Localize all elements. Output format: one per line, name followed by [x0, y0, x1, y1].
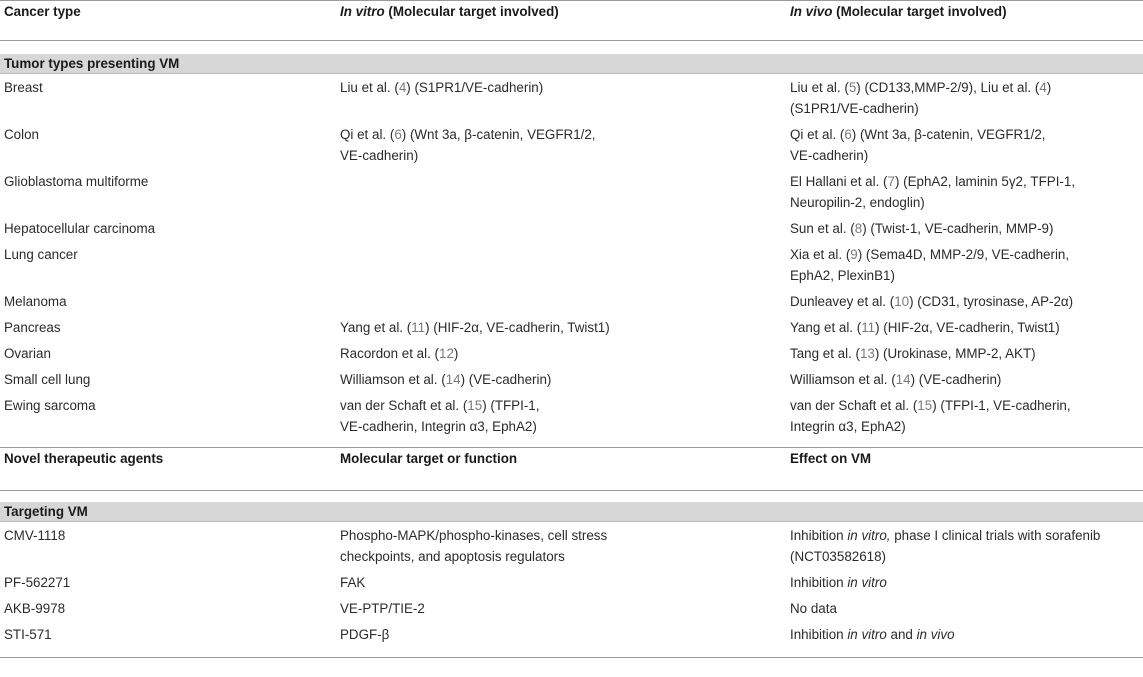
reference-number[interactable]: 4 — [1039, 80, 1047, 95]
cell-text: van der Schaft et al. ( — [340, 398, 468, 413]
table-row — [0, 77, 1143, 124]
italic-text: in vitro, — [847, 528, 891, 543]
cell-text: Inhibition — [790, 528, 848, 543]
cell-text: Liu et al. ( — [790, 80, 849, 95]
reference-number[interactable]: 6 — [844, 127, 852, 142]
header-effect: Effect on VM — [790, 451, 872, 466]
cell-text: Tang et al. ( — [790, 346, 860, 361]
cell-text: Qi et al. ( — [340, 127, 395, 142]
cell-text: Williamson et al. ( — [340, 372, 446, 387]
cell-text: VE-cadherin) — [340, 148, 419, 163]
cell-text: EphA2, PlexinB1) — [790, 268, 895, 283]
effect-cell — [790, 525, 1140, 567]
table-row — [0, 244, 1143, 291]
cell-text: Yang et al. ( — [340, 320, 412, 335]
cancer-type-cell: Hepatocellular carcinoma — [4, 221, 156, 236]
cancer-type-cell: Small cell lung — [4, 372, 91, 387]
cell-text: VE-PTP/TIE-2 — [340, 601, 425, 616]
cancer-type-cell: Ovarian — [4, 346, 51, 361]
table-row — [0, 525, 1143, 572]
cell-text: ) (Wnt 3a, β-catenin, VEGFR1/2, — [851, 127, 1046, 142]
cell-text: and — [886, 627, 917, 642]
table-row — [0, 395, 1143, 442]
cell-text: (NCT03582618) — [790, 549, 887, 564]
cell-text: (S1PR1/VE-cadherin) — [790, 101, 919, 116]
reference-number[interactable]: 11 — [861, 320, 876, 335]
effect-cell — [790, 598, 1140, 619]
table-row — [0, 291, 1143, 317]
in-vitro-cell — [340, 343, 790, 364]
reference-number[interactable]: 8 — [854, 221, 863, 236]
in-vivo-cell — [790, 317, 1140, 338]
cell-text: Qi et al. ( — [790, 127, 845, 142]
header-in-vitro-rest: (Molecular target involved) — [384, 4, 559, 19]
cancer-type-cell: Melanoma — [4, 294, 67, 309]
in-vivo-cell — [790, 395, 1140, 437]
cell-text: checkpoints, and apoptosis regulators — [340, 549, 565, 564]
reference-number[interactable]: 10 — [894, 294, 910, 309]
cell-text: Neuropilin-2, endoglin) — [790, 195, 925, 210]
reference-number[interactable]: 14 — [445, 372, 461, 387]
header-agents: Novel therapeutic agents — [4, 451, 164, 466]
header-cancer-type: Cancer type — [4, 4, 81, 19]
in-vitro-cell — [340, 77, 790, 98]
cancer-type-cell: Pancreas — [4, 320, 61, 335]
cell-text: FAK — [340, 575, 366, 590]
header-in-vivo-rest: (Molecular target involved) — [832, 4, 1007, 19]
cell-text: PDGF-β — [340, 627, 390, 642]
reference-number[interactable]: 15 — [917, 398, 933, 413]
cell-text: El Hallani et al. ( — [790, 174, 888, 189]
table-row — [0, 317, 1143, 343]
cell-text: ) (Sema4D, MMP-2/9, VE-cadherin, — [857, 247, 1070, 262]
italic-text: in vitro — [847, 575, 887, 590]
table-row — [0, 624, 1143, 650]
in-vitro-cell — [340, 369, 790, 390]
cell-text: Yang et al. ( — [790, 320, 862, 335]
header-row-2 — [0, 448, 1143, 490]
cell-text: ) (VE-cadherin) — [910, 372, 1002, 387]
cancer-type-cell: Lung cancer — [4, 247, 78, 262]
cancer-type-cell: Colon — [4, 127, 39, 142]
table-row — [0, 572, 1143, 598]
cell-text: van der Schaft et al. ( — [790, 398, 918, 413]
reference-number[interactable]: 9 — [850, 247, 858, 262]
in-vivo-cell — [790, 369, 1140, 390]
cell-text: Liu et al. ( — [340, 80, 399, 95]
table-row — [0, 218, 1143, 244]
in-vivo-cell — [790, 343, 1140, 364]
in-vivo-cell — [790, 218, 1140, 239]
cell-text: Sun et al. ( — [790, 221, 855, 236]
in-vivo-cell — [790, 171, 1140, 213]
in-vivo-cell — [790, 244, 1140, 286]
cell-text: ) (HIF-2α, VE-cadherin, Twist1) — [425, 320, 610, 335]
header-in-vitro-italic: In vitro — [340, 4, 385, 19]
target-cell — [340, 572, 790, 593]
in-vivo-cell — [790, 77, 1140, 119]
header-in-vitro — [340, 1, 790, 22]
cell-text: Phospho-MAPK/phospho-kinases, cell stress — [340, 528, 608, 543]
reference-number[interactable]: 13 — [859, 346, 875, 361]
agent-cell: AKB-9978 — [4, 601, 66, 616]
header-in-vivo — [790, 1, 1140, 22]
target-cell — [340, 624, 790, 645]
cell-text: ) (TFPI-1, — [482, 398, 540, 413]
section-targeting-vm: Targeting VM — [0, 502, 1143, 522]
reference-number[interactable]: 15 — [467, 398, 483, 413]
cell-text: phase I clinical trials with sorafenib — [890, 528, 1101, 543]
cell-text: Xia et al. ( — [790, 247, 851, 262]
reference-number[interactable]: 14 — [895, 372, 911, 387]
cell-text: Inhibition — [790, 575, 848, 590]
cell-text: Williamson et al. ( — [790, 372, 896, 387]
cell-text: ) (Wnt 3a, β-catenin, VEGFR1/2, — [401, 127, 596, 142]
italic-text: in vivo — [916, 627, 955, 642]
agent-cell: STI-571 — [4, 627, 52, 642]
cell-text: ) (S1PR1/VE-cadherin) — [406, 80, 544, 95]
cell-text: ) (VE-cadherin) — [460, 372, 552, 387]
cell-text: ) (Urokinase, MMP-2, AKT) — [874, 346, 1036, 361]
cell-text: Integrin α3, EphA2) — [790, 419, 906, 434]
table-row — [0, 343, 1143, 369]
cell-text: VE-cadherin) — [790, 148, 869, 163]
reference-number[interactable]: 4 — [398, 80, 407, 95]
cell-text: Racordon et al. ( — [340, 346, 439, 361]
header-in-vivo-italic: In vivo — [790, 4, 833, 19]
cell-text: ) (CD31, tyrosinase, AP-2α) — [909, 294, 1074, 309]
header-row-1 — [0, 1, 1143, 40]
reference-number[interactable]: 12 — [439, 346, 454, 361]
reference-number[interactable]: 5 — [848, 80, 857, 95]
cell-text: ) (CD133,MMP-2/9), Liu et al. ( — [856, 80, 1040, 95]
agent-cell: CMV-1118 — [4, 528, 66, 543]
section1-body — [0, 77, 1143, 442]
in-vivo-cell — [790, 291, 1140, 312]
section2-body — [0, 525, 1143, 650]
cancer-type-cell: Glioblastoma multiforme — [4, 174, 149, 189]
table-row — [0, 124, 1143, 171]
cancer-type-cell: Breast — [4, 80, 43, 95]
in-vivo-cell — [790, 124, 1140, 166]
effect-cell — [790, 624, 1140, 645]
effect-cell — [790, 572, 1140, 593]
reference-number[interactable]: 6 — [394, 127, 402, 142]
cell-text: ) — [1046, 80, 1052, 95]
cell-text: Dunleavey et al. ( — [790, 294, 895, 309]
cell-text: VE-cadherin, Integrin α3, EphA2) — [340, 419, 537, 434]
cell-text: No data — [790, 601, 837, 616]
section-tumor-types: Tumor types presenting VM — [0, 54, 1143, 74]
table-row — [0, 369, 1143, 395]
cell-text: ) — [453, 346, 459, 361]
cell-text: ) (HIF-2α, VE-cadherin, Twist1) — [875, 320, 1060, 335]
target-cell — [340, 598, 790, 619]
bottom-rule — [0, 657, 1143, 658]
reference-number[interactable]: 11 — [411, 320, 426, 335]
agent-cell: PF-562271 — [4, 575, 71, 590]
cell-text: Inhibition — [790, 627, 848, 642]
italic-text: in vitro — [847, 627, 887, 642]
table-row — [0, 598, 1143, 624]
in-vitro-cell — [340, 317, 790, 338]
cell-text: ) (TFPI-1, VE-cadherin, — [932, 398, 1071, 413]
table-row — [0, 171, 1143, 218]
target-cell — [340, 525, 790, 567]
reference-number[interactable]: 7 — [887, 174, 895, 189]
in-vitro-cell — [340, 395, 790, 437]
cancer-type-cell: Ewing sarcoma — [4, 398, 96, 413]
header-target: Molecular target or function — [340, 451, 518, 466]
cell-text: ) (Twist-1, VE-cadherin, MMP-9) — [862, 221, 1054, 236]
in-vitro-cell — [340, 124, 790, 166]
cell-text: ) (EphA2, laminin 5γ2, TFPI-1, — [894, 174, 1076, 189]
